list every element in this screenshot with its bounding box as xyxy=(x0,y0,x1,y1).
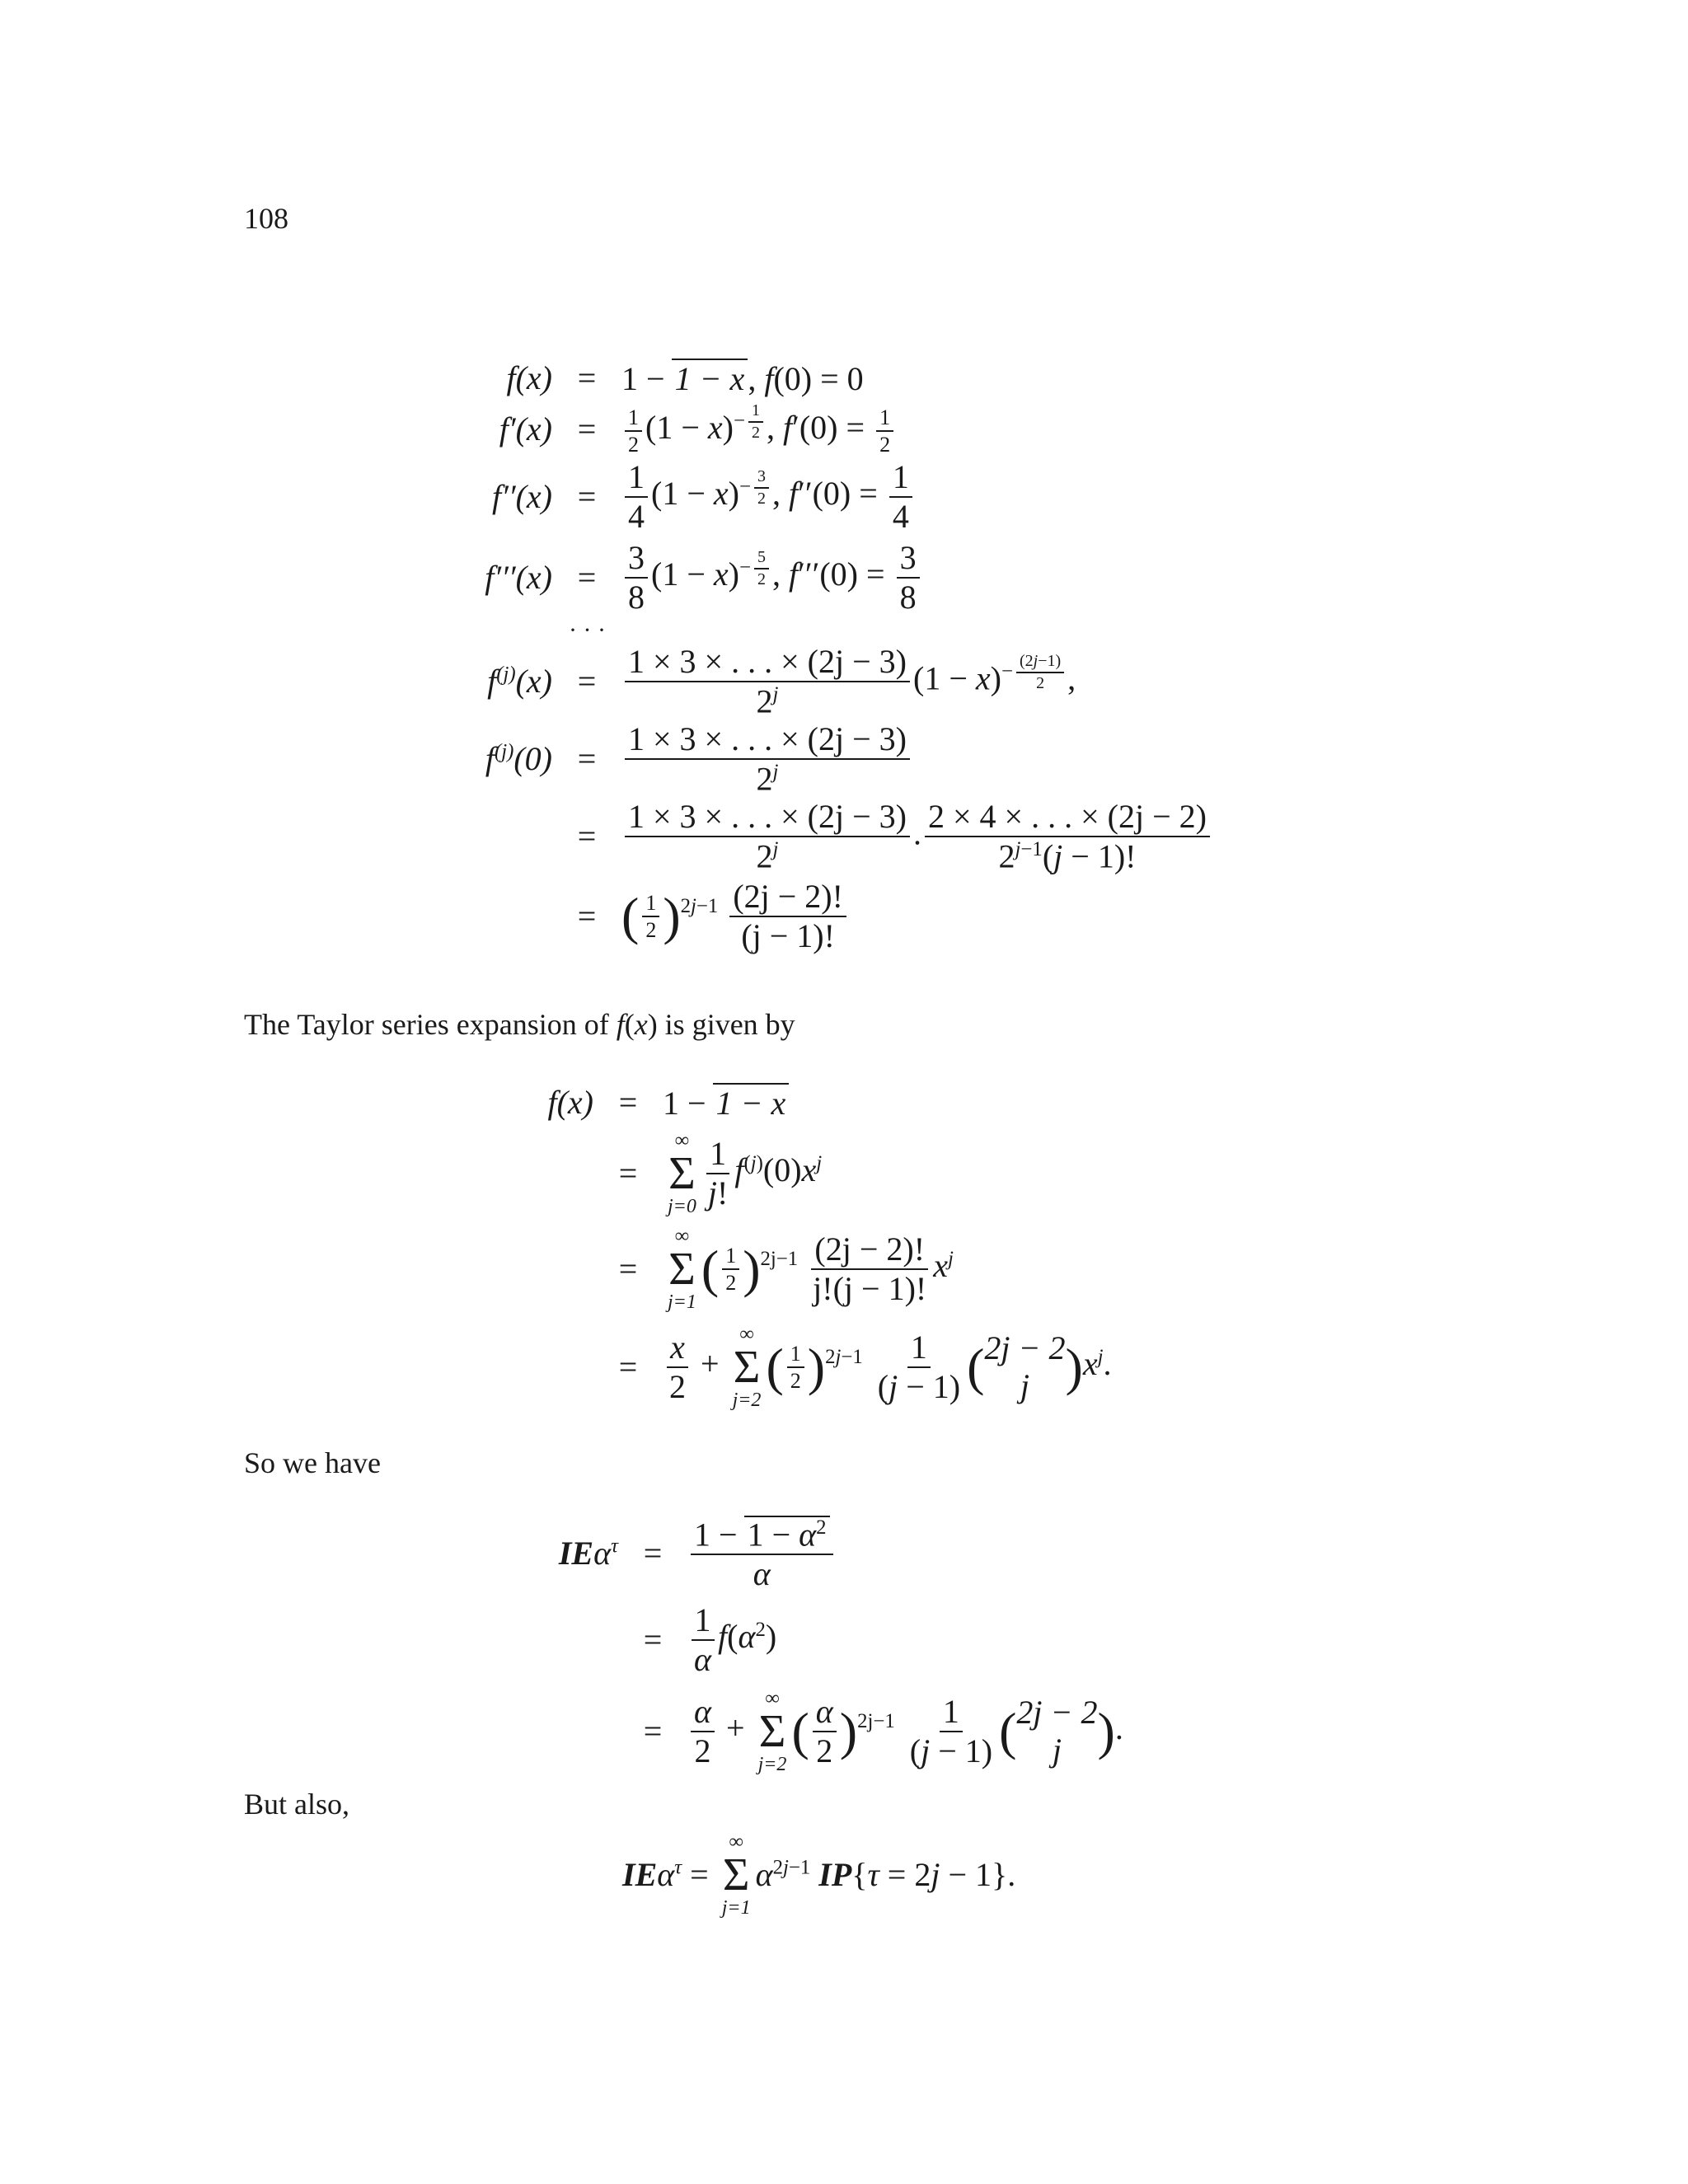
eq-row-expand xyxy=(445,798,1213,875)
taylor-row-0 xyxy=(511,1080,1111,1126)
equals-sign: = xyxy=(577,410,597,448)
equals-sign: = xyxy=(577,359,597,396)
rhs-f: 1 − 1 − x , f(0) = 0 xyxy=(621,360,864,397)
taylor-row-1 xyxy=(511,1126,1111,1221)
sum-symbol: ∞ Σ j=2 xyxy=(757,1688,787,1775)
lhs-f: f(x) xyxy=(506,359,552,396)
eq-row-f2 xyxy=(445,457,1213,537)
taylor-rhs-0: 1 − 1 − x xyxy=(663,1083,789,1122)
equals-sign: = xyxy=(618,1250,638,1287)
rhs-f3: $\frac{3}{8}$ $(1 - x)^{- \frac{5}{2}}$ , f′′′(0) = $\frac{3}{8}$ xyxy=(621,541,923,615)
taylor-block xyxy=(511,1080,1111,1418)
final-lhs: IEα$^\tau$ xyxy=(622,1856,682,1893)
eq-row-fj xyxy=(445,643,1213,720)
equals-sign: = xyxy=(643,1713,663,1750)
sum-symbol: ∞ Σ j=1 xyxy=(668,1226,696,1313)
rhs-fj: $\frac{1 \times 3 \times . . . \times (2j - 3)}{2^j}$ $(1 - x)^{- \frac{(2j-1)}{2}}$ , xyxy=(621,644,1076,719)
eq-row-f3 xyxy=(445,537,1213,618)
continuation-dots: · · · xyxy=(569,616,606,644)
taylor-lhs: f(x) xyxy=(547,1084,593,1121)
lhs-fj: $f^{(j)}(x)$ xyxy=(487,663,552,700)
eq-row-simplified xyxy=(445,875,1213,958)
lhs-f1: f′(x) xyxy=(499,410,552,448)
equals-sign: = xyxy=(618,1155,638,1192)
so-we-have-text: So we have xyxy=(244,1446,381,1479)
lhs-fj0: $f^{(j)}(0)$ xyxy=(485,740,552,777)
sum-symbol: ∞ Σ j=0 xyxy=(668,1130,696,1217)
but-also-text: But also, xyxy=(244,1788,350,1821)
rhs-fj0: $\frac{1 \times 3 \times . . . \times (2j - 3)}{2^j}$ xyxy=(621,722,913,796)
eq-row-f xyxy=(445,354,1213,402)
taylor-rhs-2: ∞ Σ j=1 ( $\frac{1}{2}$ )$^{2j-1}$ $\frac{(2j - 2)!}{j!(j - 1)!}$ $x^j$ xyxy=(668,1226,954,1313)
equals-sign: = xyxy=(643,1535,663,1572)
expect-rhs-2: $\frac{\alpha}{2}$ + ∞ Σ j=2 ( $\frac{\alpha}{2}$ )$^{2j-1}$ $\frac{1}{(j - 1)}$ ( 2j − 2 j ). xyxy=(687,1689,1123,1774)
equals-sign: = xyxy=(577,898,597,935)
page-number: 108 xyxy=(244,202,288,235)
rhs-simplified: ( $\frac{1}{2}$ )$^{2j-1}$ $\frac{(2j - 2)!}{(j - 1)!}$ xyxy=(621,879,850,954)
equals-sign: = xyxy=(577,740,597,777)
taylor-rhs-1: ∞ Σ j=0 $\frac{1}{j!}$ $f^{(j)}(0)x^j$ xyxy=(668,1130,823,1217)
taylor-intro-text: The Taylor series expansion of f(x) is given by xyxy=(244,1008,795,1041)
derivatives-block xyxy=(445,354,1213,958)
rhs-expand: $\frac{1 \times 3 \times . . . \times (2j - 3)}{2^j}$ . $\frac{2 \times 4 \times . . . \times (2j - 2)}{2^{j-1}(j - 1)!}$ xyxy=(621,799,1213,874)
equals-sign: = xyxy=(690,1856,709,1893)
expect-rhs-1: $\frac{1}{\alpha}$ $f(\alpha^2)$ xyxy=(687,1603,776,1677)
taylor-row-3 xyxy=(511,1317,1111,1418)
binomial: 2j − 2 j xyxy=(1016,1694,1098,1769)
rhs-f1: $\frac{1}{2}$ $(1 - x)^{- \frac{1}{2}}$ , f′(0) = $\frac{1}{2}$ xyxy=(621,402,897,456)
binomial: 2j − 2 j xyxy=(984,1329,1066,1404)
expectation-block xyxy=(536,1508,1123,1782)
equals-sign: = xyxy=(577,818,597,855)
lhs-f2: f′′(x) xyxy=(491,478,552,515)
sum-symbol: ∞ Σ j=1 xyxy=(721,1831,751,1919)
equals-sign: = xyxy=(618,1084,638,1121)
expect-row-0 xyxy=(536,1508,1123,1599)
eq-row-dots xyxy=(445,618,1213,643)
equals-sign: = xyxy=(643,1621,663,1658)
expect-lhs: IEα$^\tau$ xyxy=(558,1535,618,1572)
eq-row-f1 xyxy=(445,402,1213,457)
expect-row-1 xyxy=(536,1599,1123,1681)
final-equation xyxy=(622,1825,1015,1924)
equals-sign: = xyxy=(577,559,597,596)
final-term: $\alpha^{2j-1}$ IP{τ = 2j − 1}. xyxy=(755,1856,1016,1893)
taylor-row-2 xyxy=(511,1221,1111,1317)
equals-sign: = xyxy=(577,478,597,515)
equals-sign: = xyxy=(577,663,597,700)
eq-row-fj0 xyxy=(445,720,1213,798)
equals-sign: = xyxy=(618,1348,638,1385)
expect-rhs-0: $\frac{1 - 1 - \alpha^2}{\alpha}$ xyxy=(687,1516,837,1591)
expect-row-2 xyxy=(536,1681,1123,1782)
taylor-rhs-3: $\frac{x}{2}$ + ∞ Σ j=2 ( $\frac{1}{2}$ )$^{2j-1}$ $\frac{1}{(j - 1)}$ ( 2j − 2 j )$x^j$. xyxy=(663,1324,1111,1410)
lhs-f3: f′′′(x) xyxy=(485,559,552,596)
sum-symbol: ∞ Σ j=2 xyxy=(732,1324,762,1411)
rhs-f2: $\frac{1}{4}$ $(1 - x)^{- \frac{3}{2}}$ , f′′(0) = $\frac{1}{4}$ xyxy=(621,460,916,534)
